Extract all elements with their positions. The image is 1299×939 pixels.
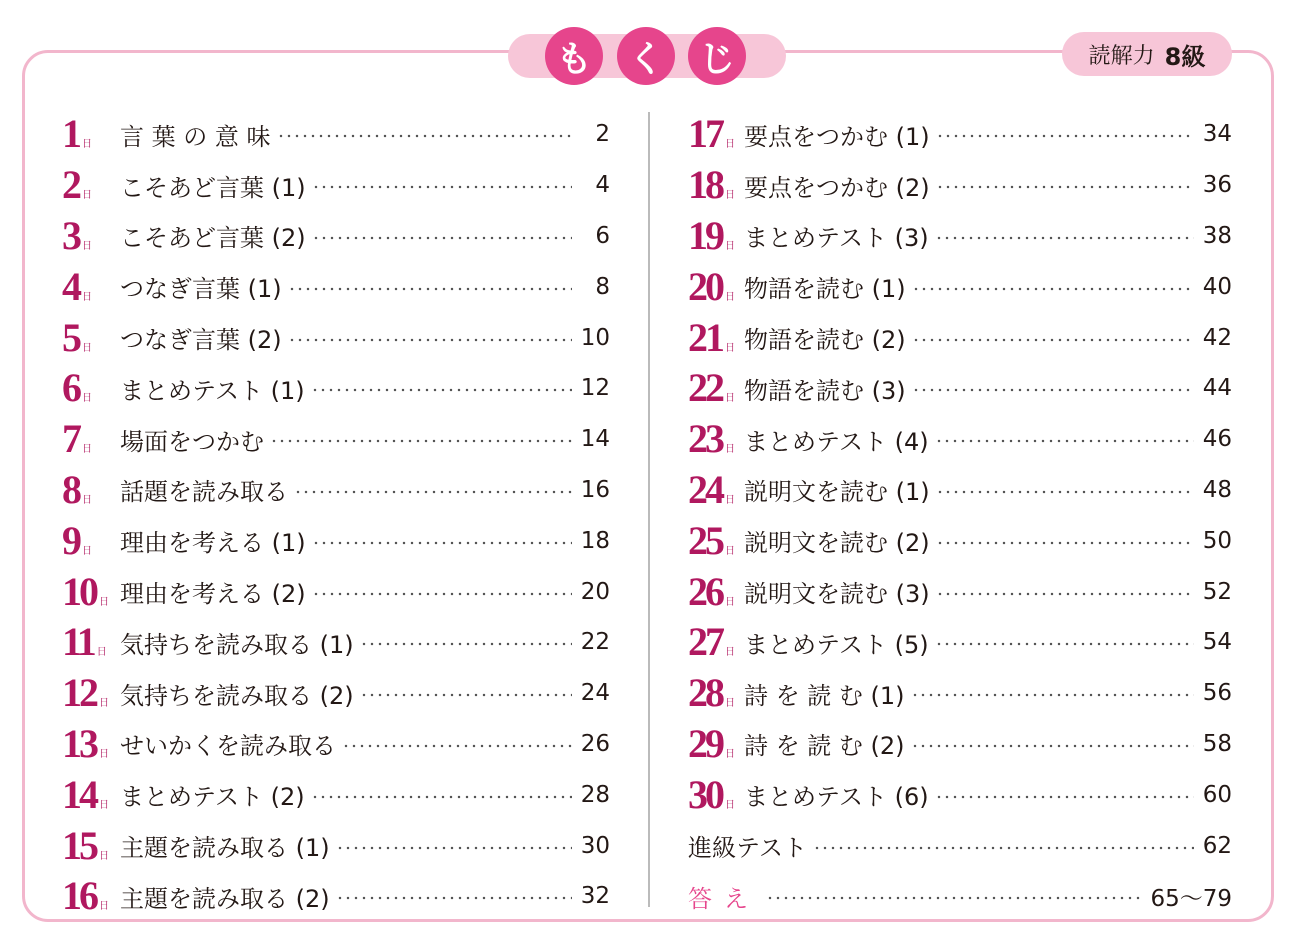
lesson-title: 主題を読み取る (1) [120,834,330,863]
lesson-title: 説明文を読む (3) [744,580,930,609]
lesson-number-value: 17 [688,111,722,157]
page-number: 50 [1202,527,1232,554]
day-mark: 日 [725,596,735,608]
day-mark: 日 [82,342,92,354]
day-mark: 日 [725,139,735,151]
lesson-title: 要点をつかむ (2) [744,173,930,202]
lesson-number-value: 12 [62,670,96,716]
lesson-number [62,670,120,716]
lesson-number [688,212,744,258]
lesson-number-value: 9 [62,517,79,563]
lesson-number [62,162,120,208]
toc-entry[interactable] [688,515,1232,566]
toc-entry[interactable] [688,617,1232,668]
lesson-number [688,314,744,360]
promotion-test-entry-title: 進級テスト [688,834,808,863]
page-number: 46 [1202,426,1232,453]
day-mark: 日 [82,240,92,252]
lesson-title: まとめテスト (3) [744,224,929,253]
dot-leader [270,438,572,444]
dot-leader [936,184,1194,190]
answers-entry[interactable] [688,871,1232,922]
day-mark: 日 [725,647,735,659]
lesson-number-value: 27 [688,619,722,665]
lesson-title: 要点をつかむ (1) [744,122,930,151]
dot-leader [935,641,1194,647]
lesson-title: まとめテスト (6) [744,783,929,812]
lesson-number [688,466,744,512]
dot-leader [336,895,572,901]
page-number: 40 [1202,273,1232,300]
dot-leader [912,387,1194,393]
lesson-title: 詩 を 読 む (2) [744,732,905,761]
lesson-number-value: 18 [688,162,722,208]
lesson-number [688,263,744,309]
dot-leader [911,692,1194,698]
lesson-number [688,568,744,614]
toc-entry[interactable] [62,109,610,160]
lesson-title: 気持ちを読み取る (2) [120,681,354,710]
dot-leader [288,337,572,343]
lesson-title: つなぎ言葉 (2) [120,326,282,355]
dot-leader [766,895,1142,901]
grade-label: 読解力 [1088,43,1155,69]
dot-leader [936,540,1194,546]
day-mark: 日 [725,342,735,354]
day-mark: 日 [82,139,92,151]
toc-entry[interactable] [688,769,1232,820]
day-mark: 日 [82,190,92,202]
toc-entry[interactable] [62,566,610,617]
dot-leader [312,591,572,597]
toc-entry[interactable] [62,312,610,363]
page-number: 10 [580,324,610,351]
lesson-title: 理由を考える (1) [120,529,306,558]
lesson-title: 説明文を読む (2) [744,529,930,558]
page-number: 14 [580,426,610,453]
title-char-3: じ [688,27,746,85]
lesson-number-value: 15 [62,822,96,868]
page-number: 16 [580,476,610,503]
day-mark: 日 [96,647,107,659]
lesson-title: こそあど言葉 (2) [120,224,306,253]
toc-entry[interactable] [62,414,610,465]
lesson-number-value: 26 [688,568,722,614]
dot-leader [288,286,572,292]
toc-entry[interactable] [688,566,1232,617]
day-mark: 日 [725,545,735,557]
column-divider [648,112,650,907]
dot-leader [912,286,1194,292]
lesson-number-value: 24 [688,466,722,512]
day-mark: 日 [99,799,109,811]
lesson-number-value: 1 [62,111,79,157]
lesson-title: 言 葉 の 意 味 [120,122,271,151]
toc-entry[interactable] [688,719,1232,770]
toc-entry[interactable] [62,719,610,770]
day-mark: 日 [725,393,735,405]
day-mark: 日 [82,291,92,303]
page-number: 18 [580,527,610,554]
dot-leader [813,845,1194,851]
day-mark: 日 [725,444,735,456]
lesson-title: まとめテスト (1) [120,376,305,405]
answers-entry-title: 答え [688,884,760,913]
page-number: 24 [580,680,610,707]
lesson-title: 説明文を読む (1) [744,478,930,507]
promotion-test-entry[interactable] [688,820,1232,871]
lesson-number-value: 3 [62,212,79,258]
lesson-number [62,111,120,157]
lesson-number [688,416,744,462]
toc-entry[interactable] [62,871,610,922]
page-number: 22 [580,629,610,656]
page-number: 56 [1202,680,1232,707]
dot-leader [294,489,572,495]
dot-leader [936,133,1194,139]
page-number: 8 [595,273,610,300]
promotion-test-entry-page: 62 [1202,832,1232,859]
lesson-title: こそあど言葉 (1) [120,173,306,202]
dot-leader [912,337,1194,343]
toc-entry[interactable] [62,465,610,516]
lesson-title: 場面をつかむ [120,427,264,456]
lesson-number [62,720,120,766]
lesson-number [688,162,744,208]
toc-entry[interactable] [62,363,610,414]
dot-leader [936,591,1194,597]
lesson-number-value: 2 [62,162,79,208]
dot-leader [911,743,1194,749]
lesson-number-value: 14 [62,771,96,817]
lesson-number [688,517,744,563]
lesson-number-value: 22 [688,365,722,411]
lesson-number-value: 25 [688,517,722,563]
day-mark: 日 [99,748,109,760]
toc-entry[interactable] [62,261,610,312]
page-number: 12 [580,375,610,402]
toc-entry[interactable] [62,617,610,668]
lesson-number [62,822,120,868]
day-mark: 日 [99,850,109,862]
toc-entry[interactable] [62,211,610,262]
dot-leader [360,641,572,647]
lesson-number [62,873,120,919]
day-mark: 日 [725,799,735,811]
page-number: 32 [580,883,610,910]
lesson-number-value: 11 [62,619,94,665]
page-number: 20 [580,578,610,605]
lesson-number-value: 28 [688,670,722,716]
page-number: 60 [1202,781,1232,808]
dot-leader [935,794,1194,800]
page-number: 38 [1202,222,1232,249]
dot-leader [936,489,1194,495]
lesson-number-value: 6 [62,365,79,411]
lesson-title: 物語を読む (3) [744,376,906,405]
toc-entry[interactable] [62,515,610,566]
lesson-number [62,212,120,258]
dot-leader [312,184,572,190]
page-number: 44 [1202,375,1232,402]
day-mark: 日 [99,901,109,913]
toc-entry[interactable] [688,109,1232,160]
lesson-number-value: 10 [62,568,96,614]
lesson-number-value: 7 [62,416,79,462]
toc-entry[interactable] [688,668,1232,719]
lesson-title: まとめテスト (5) [744,630,929,659]
page-number: 42 [1202,324,1232,351]
toc-entry[interactable] [62,668,610,719]
toc-entry[interactable] [688,465,1232,516]
page-number: 2 [595,121,610,148]
page-number: 52 [1202,578,1232,605]
toc-entry[interactable] [688,414,1232,465]
lesson-number [688,670,744,716]
dot-leader [935,235,1194,241]
answers-entry-page: 65〜79 [1150,885,1232,912]
page-number: 58 [1202,730,1232,757]
lesson-number [62,365,120,411]
lesson-title: 主題を読み取る (2) [120,884,330,913]
toc-right-column [688,109,1232,922]
lesson-title: 物語を読む (2) [744,326,906,355]
lesson-number-value: 19 [688,212,722,258]
lesson-number-value: 20 [688,263,722,309]
day-mark: 日 [82,494,92,506]
lesson-number-value: 21 [688,314,722,360]
lesson-number [62,416,120,462]
lesson-number [62,517,120,563]
lesson-title: 気持ちを読み取る (1) [120,630,354,659]
page-number: 26 [580,730,610,757]
page-number: 48 [1202,476,1232,503]
lesson-title: せいかくを読み取る [120,732,336,761]
toc-entry[interactable] [688,312,1232,363]
dot-leader [336,845,572,851]
title-char-1: も [545,27,603,85]
day-mark: 日 [725,748,735,760]
dot-leader [312,540,572,546]
lesson-number-value: 4 [62,263,79,309]
lesson-title: まとめテスト (4) [744,427,929,456]
dot-leader [311,794,572,800]
page-number: 54 [1202,629,1232,656]
lesson-number-value: 29 [688,720,722,766]
lesson-title: 話題を読み取る [120,478,288,507]
page-number: 34 [1202,121,1232,148]
day-mark: 日 [725,698,735,710]
lesson-number [62,466,120,512]
day-mark: 日 [725,291,735,303]
grade-value: 8級 [1164,42,1206,71]
lesson-number [688,111,744,157]
grade-badge [1062,32,1232,76]
dot-leader [312,235,572,241]
dot-leader [311,387,572,393]
lesson-number [62,263,120,309]
lesson-number [688,619,744,665]
lesson-number [62,771,120,817]
toc-entry[interactable] [688,211,1232,262]
lesson-number-value: 23 [688,416,722,462]
toc-entry[interactable] [688,160,1232,211]
day-mark: 日 [82,444,92,456]
toc-entry[interactable] [62,769,610,820]
lesson-number [62,314,120,360]
lesson-title: つなぎ言葉 (1) [120,275,282,304]
dot-leader [360,692,572,698]
page-number: 4 [595,172,610,199]
day-mark: 日 [725,240,735,252]
page-number: 28 [580,781,610,808]
day-mark: 日 [99,698,109,710]
day-mark: 日 [725,494,735,506]
lesson-number-value: 30 [688,771,722,817]
toc-entry[interactable] [62,820,610,871]
lesson-number-value: 5 [62,314,79,360]
lesson-number-value: 13 [62,720,96,766]
lesson-number-value: 8 [62,466,79,512]
day-mark: 日 [725,190,735,202]
day-mark: 日 [82,393,92,405]
lesson-number-value: 16 [62,873,96,919]
lesson-number [62,619,120,665]
toc-left-column [62,109,610,922]
dot-leader [277,133,572,139]
lesson-title: 物語を読む (1) [744,275,906,304]
toc-entry[interactable] [688,363,1232,414]
lesson-number [688,771,744,817]
lesson-number [688,720,744,766]
lesson-title: まとめテスト (2) [120,783,305,812]
toc-entry[interactable] [62,160,610,211]
lesson-title: 理由を考える (2) [120,580,306,609]
lesson-title: 詩 を 読 む (1) [744,681,905,710]
day-mark: 日 [99,596,109,608]
toc-entry[interactable] [688,261,1232,312]
title-char-2: く [617,27,675,85]
dot-leader [935,438,1194,444]
page-number: 6 [595,222,610,249]
page-number: 30 [580,832,610,859]
lesson-number [62,568,120,614]
dot-leader [342,743,572,749]
lesson-number [688,365,744,411]
page-number: 36 [1202,172,1232,199]
day-mark: 日 [82,545,92,557]
